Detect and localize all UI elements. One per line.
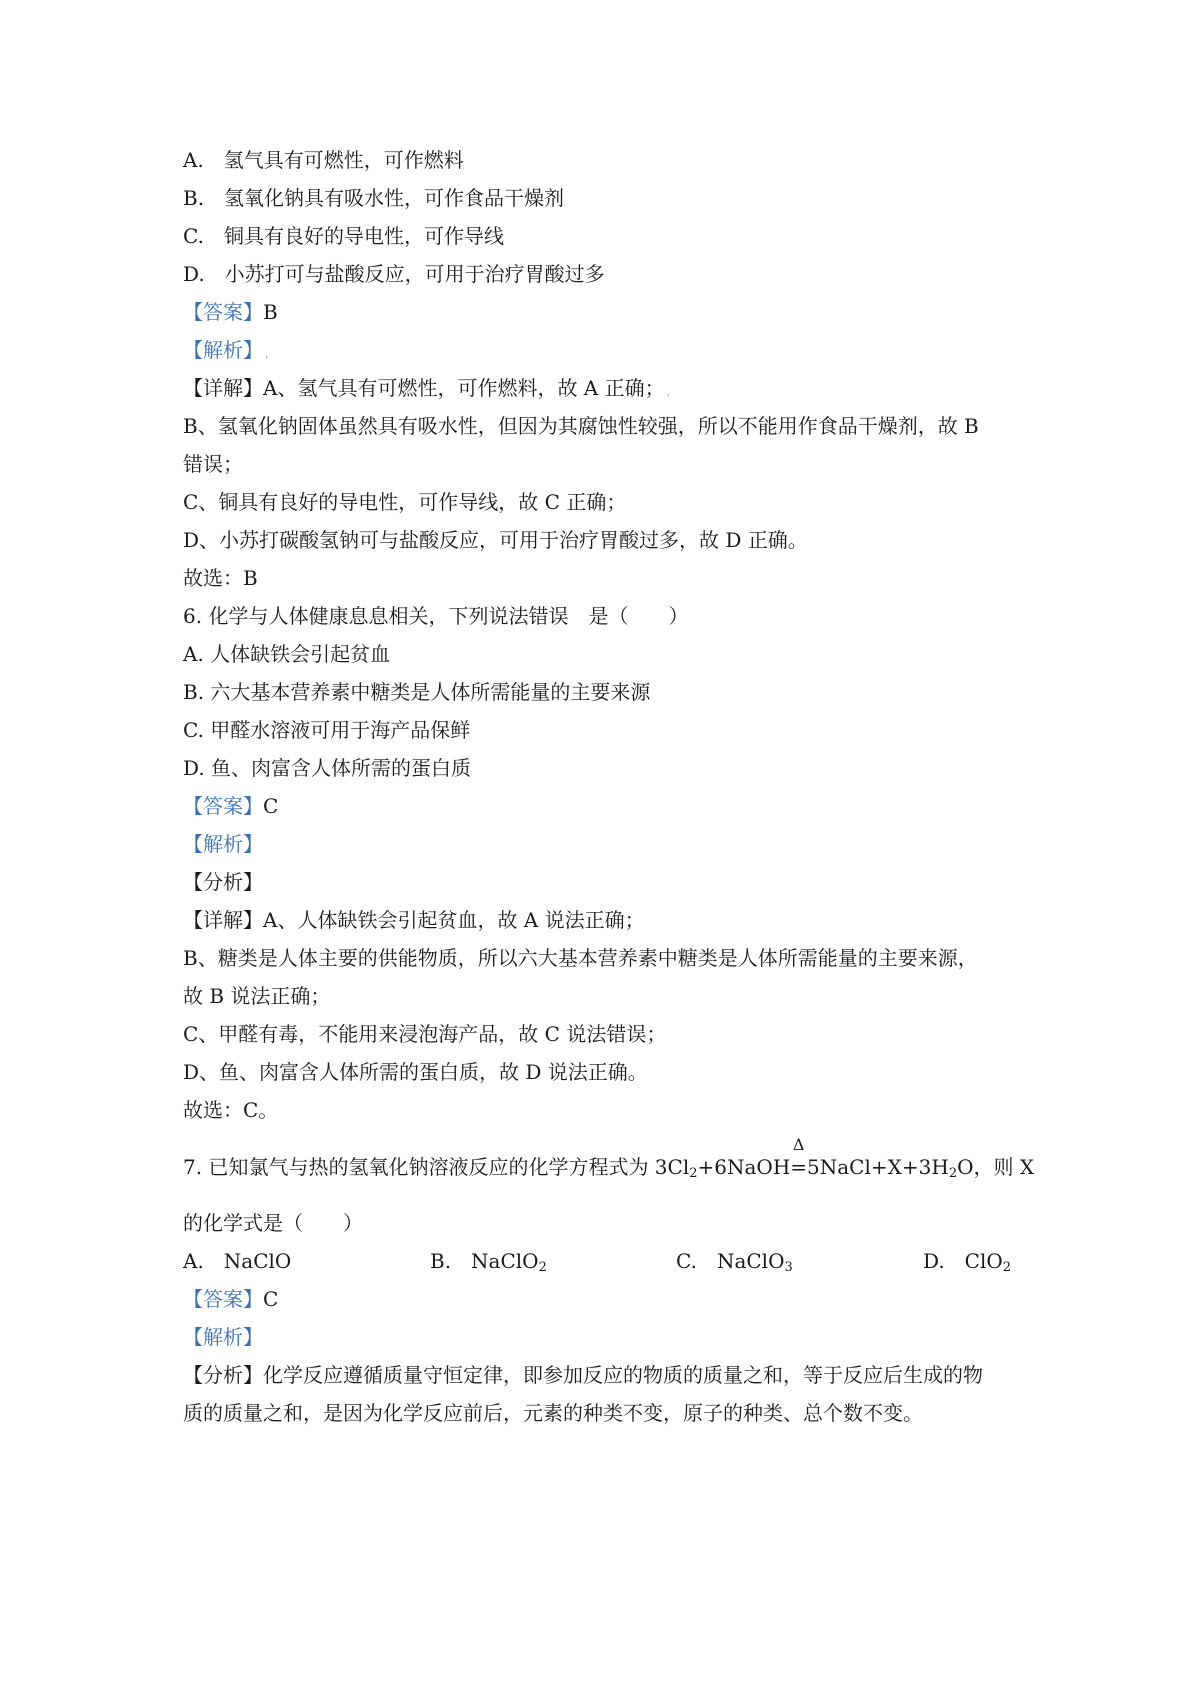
fenxi-text: 化学反应遵循质量守恒定律，即参加反应的物质的质量之和，等于反应后生成的物 (263, 1363, 983, 1387)
subscript: 2 (689, 1166, 698, 1181)
q7-stem-part-c: 5NaCl+X+3H (807, 1155, 949, 1179)
q7-stem-line2: 的化学式是（ ） (183, 1211, 363, 1235)
answer-value: C (263, 1287, 279, 1311)
q5-detail-3: C、铜具有良好的导电性，可作导线，故 C 正确； (183, 490, 627, 514)
analysis-tag: 【解析】 (183, 1325, 263, 1349)
q5-answer (183, 298, 1033, 326)
q7-stem-part-b: +6NaOH (697, 1155, 791, 1179)
q6-detail-3: C、甲醛有毒，不能用来浸泡海产品，故 C 说法错误； (183, 1022, 667, 1046)
q7-option-a: A. NaClO (183, 1249, 292, 1273)
fenxi-tag: 【分析】 (183, 1363, 263, 1387)
q6-detail-4: D、鱼、肉富含人体所需的蛋白质，故 D 说法正确。 (183, 1060, 648, 1084)
q7-fenxi-2: 质的质量之和，是因为化学反应前后，元素的种类不变，原子的种类、总个数不变。 (183, 1401, 923, 1425)
analysis-tag: 【解析】 (183, 832, 263, 856)
q6-choose: 故选：C。 (183, 1098, 279, 1122)
q6-fenxi (183, 868, 1033, 896)
paragraph-mark: ˌ (666, 384, 670, 398)
subscript: 2 (1002, 1260, 1012, 1275)
q6-option-b: B. 六大基本营养素中糖类是人体所需能量的主要来源 (183, 680, 651, 704)
q7-option-d (923, 1247, 1011, 1275)
q7-option-b (430, 1247, 547, 1275)
q5-detail-2a: B、氢氧化钠固体虽然具有吸水性，但因为其腐蚀性较强，所以不能用作食品干燥剂，故 B (183, 414, 979, 438)
q6-answer (183, 792, 1033, 820)
q7-stem-part-d: O，则 X (957, 1155, 1035, 1179)
q6-option-c: C. 甲醛水溶液可用于海产品保鲜 (183, 718, 471, 742)
delta-symbol: Δ (792, 1135, 805, 1154)
q6-stem: 6. 化学与人体健康息息相关，下列说法错误 是（ ） (183, 604, 689, 628)
detail-text: A、氢气具有可燃性，可作燃料，故 A 正确； (263, 376, 665, 400)
q6-detail-2b: 故 B 说法正确； (183, 984, 331, 1008)
q6-option-d: D. 鱼、肉富含人体所需的蛋白质 (183, 756, 472, 780)
detail-text: A、人体缺铁会引起贫血，故 A 说法正确； (263, 908, 645, 932)
q6-detail-1 (183, 906, 1033, 934)
q5-choose: 故选：B (183, 566, 258, 590)
q6-option-a: A. 人体缺铁会引起贫血 (183, 642, 391, 666)
q5-option-b: B. 氢氧化钠具有吸水性，可作食品干燥剂 (183, 186, 565, 210)
subscript: 2 (948, 1166, 958, 1181)
answer-tag: 【答案】 (183, 300, 263, 324)
q5-option-d: D. 小苏打可与盐酸反应，可用于治疗胃酸过多 (183, 262, 605, 286)
answer-value: B (263, 300, 278, 324)
q6-detail-2a: B、糖类是人体主要的供能物质，所以六大基本营养素中糖类是人体所需能量的主要来源， (183, 946, 978, 970)
subscript: 2 (538, 1260, 547, 1275)
q6-analysis (183, 830, 1033, 858)
analysis-tag: 【解析】 (183, 338, 263, 362)
heating-equals-sign (790, 1135, 808, 1181)
equals-sign: = (790, 1155, 808, 1179)
paragraph-mark: ˌ (265, 346, 269, 360)
q5-option-c: C. 铜具有良好的导电性，可作导线 (183, 224, 504, 248)
subscript: 3 (784, 1260, 793, 1275)
q5-detail-1 (183, 374, 1033, 405)
q7-stem-part-a: 7. 已知氯气与热的氢氧化钠溶液反应的化学方程式为 3Cl (183, 1155, 690, 1179)
q5-analysis (183, 336, 1033, 367)
detail-tag: 【详解】 (183, 376, 263, 400)
answer-value: C (263, 794, 279, 818)
q5-detail-2b: 错误； (183, 452, 243, 476)
q7-option-c (676, 1247, 793, 1275)
answer-tag: 【答案】 (183, 794, 263, 818)
q7-analysis (183, 1323, 1033, 1351)
option-text: D. ClO (923, 1249, 1003, 1273)
option-text: B. NaClO (430, 1249, 539, 1273)
q7-answer (183, 1285, 1033, 1313)
q5-option-a: A. 氢气具有可燃性，可作燃料 (183, 148, 464, 172)
answer-tag: 【答案】 (183, 1287, 263, 1311)
q7-fenxi-1 (183, 1361, 1033, 1389)
q5-detail-4: D、小苏打碳酸氢钠可与盐酸反应，可用于治疗胃酸过多，故 D 正确。 (183, 528, 808, 552)
q7-stem-line1 (183, 1135, 1035, 1181)
option-text: C. NaClO (676, 1249, 785, 1273)
detail-tag: 【详解】 (183, 908, 263, 932)
fenxi-tag: 【分析】 (183, 870, 263, 894)
